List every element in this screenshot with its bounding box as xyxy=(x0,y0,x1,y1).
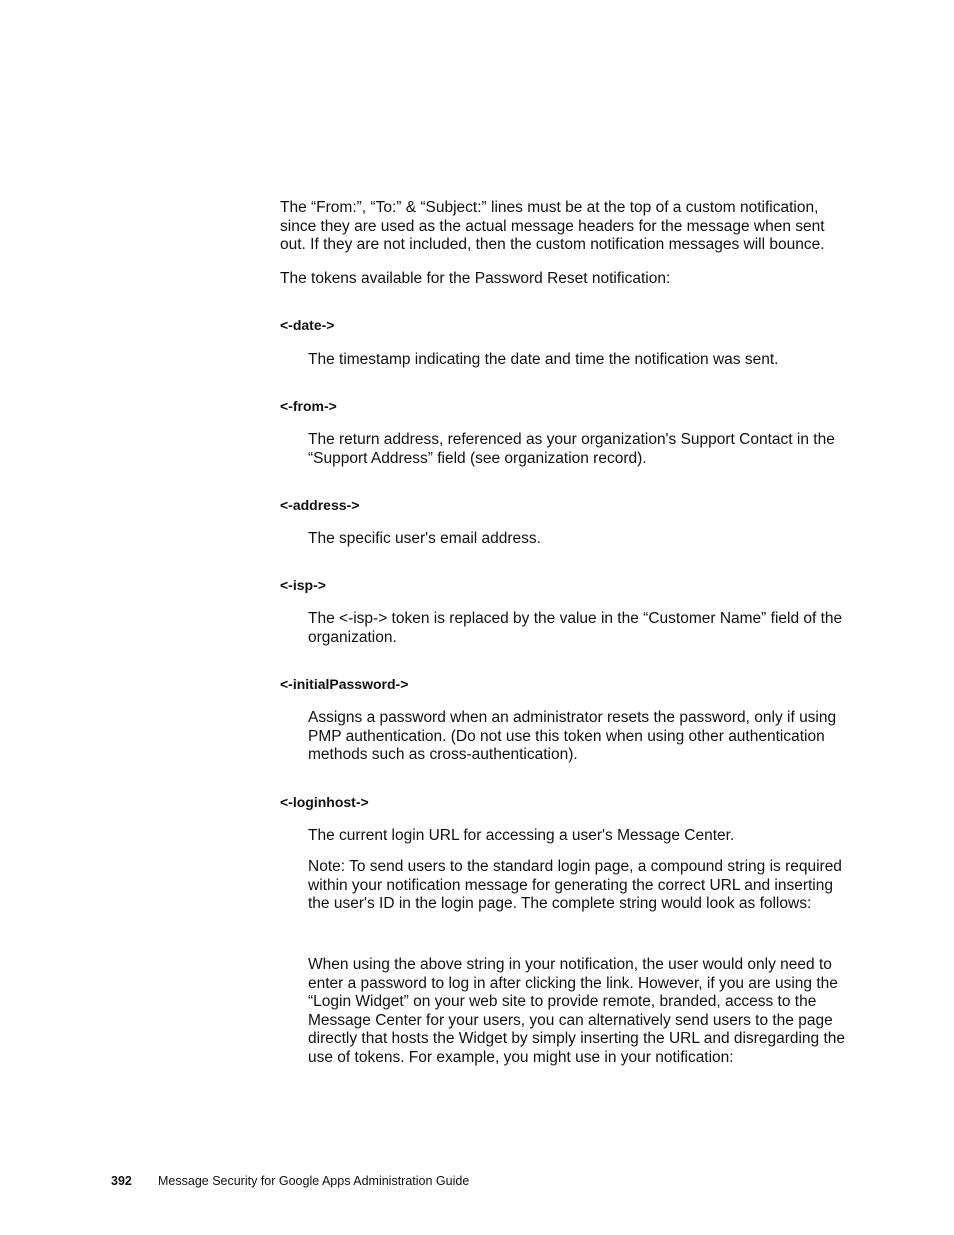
token-initialpassword-term: <-initialPassword-> xyxy=(280,676,409,692)
token-address-description: The specific user's email address. xyxy=(308,530,541,547)
token-date-term: <-date-> xyxy=(280,317,335,333)
page-number: 392 xyxy=(111,1174,132,1188)
token-loginhost-note: Note: To send users to the standard login page, a compound string is required within your notification message for generating the correct URL and inserting the user's ID in the login page. The complete string would look as follows: xyxy=(308,858,842,912)
token-address-term: <-address-> xyxy=(280,497,360,513)
token-date-description: The timestamp indicating the date and time the notification was sent. xyxy=(308,351,779,368)
token-from-term: <-from-> xyxy=(280,398,337,414)
token-from-description: The return address, referenced as your organization's Support Contact in the “Support Address” field (see organization record). xyxy=(308,431,835,467)
token-loginhost-description: The current login URL for accessing a user's Message Center. xyxy=(308,827,735,844)
token-initialpassword-description: Assigns a password when an administrator resets the password, only if using PMP authentication. (Do not use this token when using other authentication methods such as cross-authentication). xyxy=(308,709,837,763)
intro-paragraph-tokens: The tokens available for the Password Reset notification: xyxy=(280,270,671,287)
token-isp-description: The <-isp-> token is replaced by the value in the “Customer Name” field of the organization. xyxy=(308,610,843,646)
token-loginhost-term: <-loginhost-> xyxy=(280,794,369,810)
token-isp-term: <-isp-> xyxy=(280,577,326,593)
footer-document-title: Message Security for Google Apps Administration Guide xyxy=(158,1174,470,1188)
token-loginhost-widget-paragraph: When using the above string in your notification, the user would only need to enter a password to log in after clicking the link. However, if you are using the “Login Widget” on your web site to provide remote, branded, access to the Message Center for your users, you can alternatively send users to the page directly that hosts the Widget by simply inserting the URL and disregarding the use of tokens. For example, you might use in your notification: xyxy=(308,956,846,1066)
intro-paragraph-headers: The “From:”, “To:” & “Subject:” lines must be at the top of a custom notification, since they are used as the actual message headers for the message when sent out. If they are not included, then the custom notification messages will bounce. xyxy=(280,199,825,253)
